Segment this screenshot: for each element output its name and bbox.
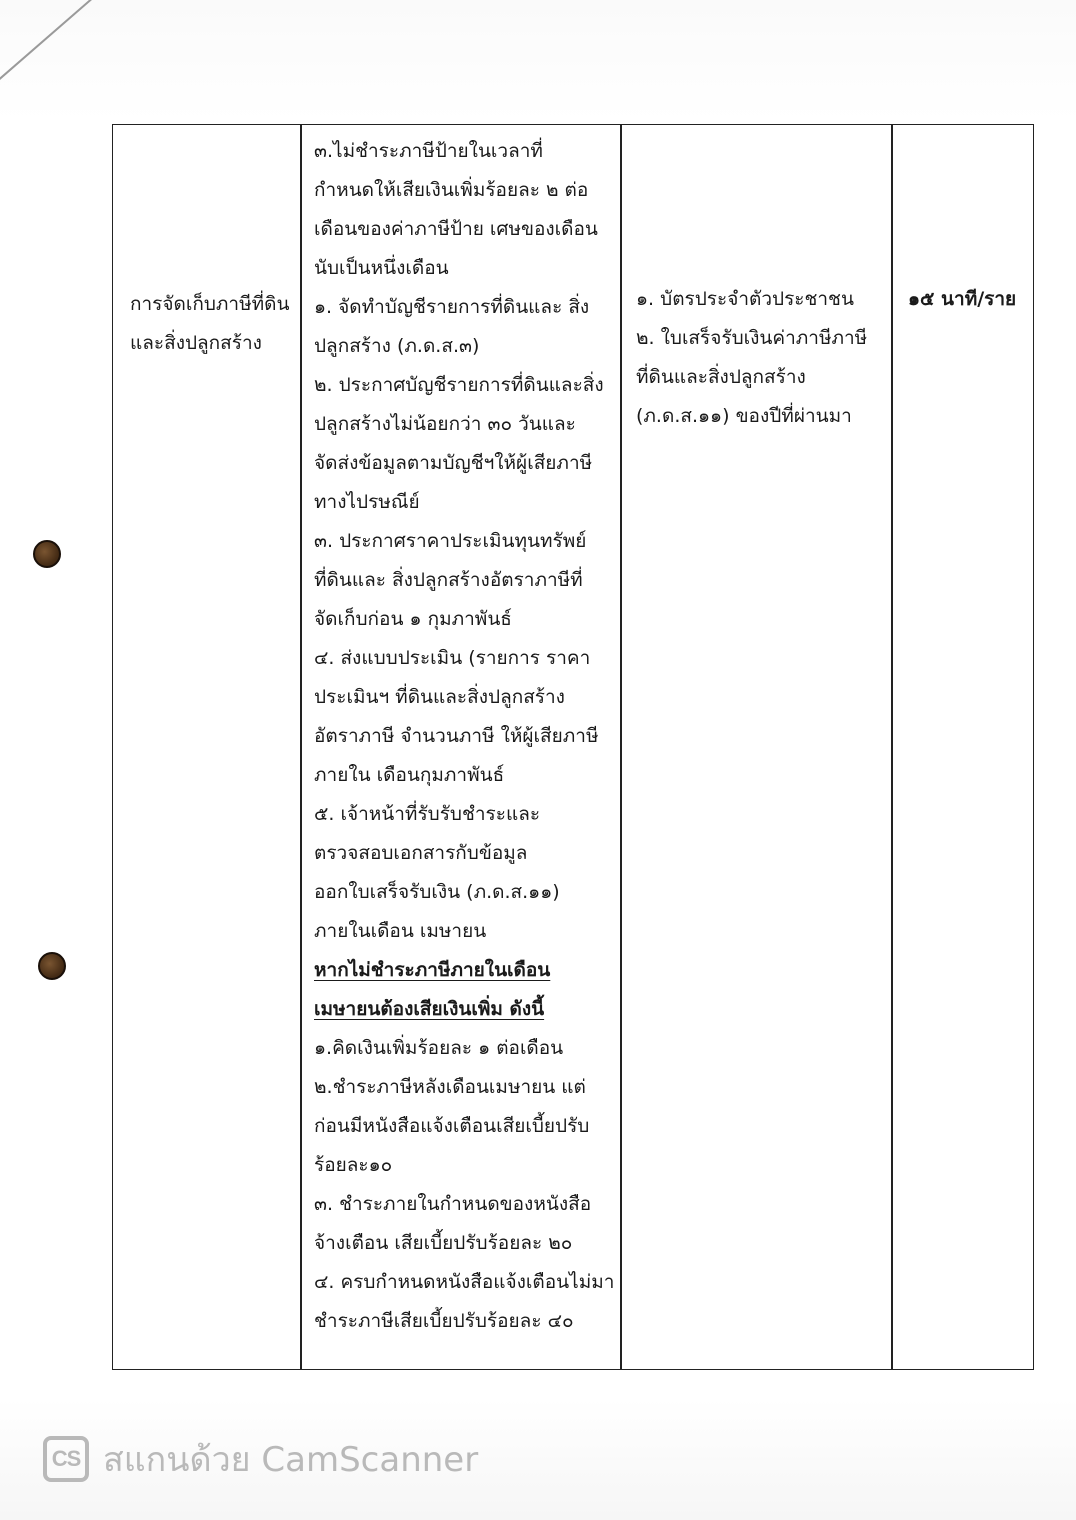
procedure-line: ๔. ส่งแบบประเมิน (รายการ ราคา (314, 647, 591, 669)
document-line: ๑. บัตรประจำตัวประชาชน (636, 288, 854, 310)
procedure-line: ภายใน เดือนกุมภาพันธ์ (314, 764, 505, 786)
processing-time: ๑๕ นาที/ราย (908, 288, 1017, 310)
procedure-line: ๔. ครบกำหนดหนังสือแจ้งเตือนไม่มา (314, 1271, 615, 1293)
procedure-line: จัดเก็บก่อน ๑ กุมภาพันธ์ (314, 608, 512, 630)
table-column-divider (620, 124, 622, 1370)
document-line: ที่ดินและสิ่งปลูกสร้าง (636, 366, 806, 388)
procedure-line: ทางไปรษณีย์ (314, 491, 420, 513)
camscanner-watermark (43, 1434, 478, 1484)
procedure-line: ออกใบเสร็จรับเงิน (ภ.ด.ส.๑๑) (314, 881, 560, 903)
document-line: (ภ.ด.ส.๑๑) ของปีที่ผ่านมา (636, 405, 852, 427)
watermark-text: สแกนด้วย CamScanner (103, 1440, 479, 1480)
procedure-line: ร้อยละ๑๐ (314, 1154, 393, 1176)
penalty-heading-line: เมษายนต้องเสียเงินเพิ่ม ดังนี้ (314, 998, 545, 1020)
punch-hole-top (33, 540, 61, 568)
penalty-heading-line: หากไม่ชำระภาษีภายในเดือน (314, 959, 551, 981)
procedure-line: ตรวจสอบเอกสารกับข้อมูล (314, 842, 528, 864)
procedure-line: จ้างเตือน เสียเบี้ยปรับร้อยละ ๒๐ (314, 1232, 573, 1254)
document-line: ๒. ใบเสร็จรับเงินค่าภาษีภาษี (636, 327, 868, 349)
procedure-line: ที่ดินและ สิ่งปลูกสร้างอัตราภาษีที่ (314, 569, 583, 591)
procedure-line: เดือนของค่าภาษีป้าย เศษของเดือน (314, 218, 598, 240)
procedure-line: ๓.ไม่ชำระภาษีป้ายในเวลาที่ (314, 140, 543, 162)
procedure-line: ภายในเดือน เมษายน (314, 920, 487, 942)
punch-hole-bottom (38, 952, 66, 980)
service-name-line: การจัดเก็บภาษีที่ดิน (130, 293, 290, 315)
procedure-line: ประเมินฯ ที่ดินและสิ่งปลูกสร้าง (314, 686, 565, 708)
procedure-line: ๑.คิดเงินเพิ่มร้อยละ ๑ ต่อเดือน (314, 1037, 564, 1059)
processing-time-cell (908, 280, 1016, 319)
procedure-line: ปลูกสร้างไม่น้อยกว่า ๓๐ วันและ (314, 413, 576, 435)
procedure-line: อัตราภาษี จำนวนภาษี ให้ผู้เสียภาษี (314, 725, 599, 747)
procedure-line: ๓. ชำระภายในกำหนดของหนังสือ (314, 1193, 592, 1215)
procedure-line: ชำระภาษีเสียเบี้ยปรับร้อยละ ๔๐ (314, 1310, 574, 1332)
procedure-line: ๑. จัดทำบัญชีรายการที่ดินและ สิ่ง (314, 296, 590, 318)
procedure-line: ๒. ประกาศบัญชีรายการที่ดินและสิ่ง (314, 374, 604, 396)
camscanner-logo-icon: CS (43, 1436, 89, 1482)
required-documents-cell (636, 280, 867, 436)
service-name-line: และสิ่งปลูกสร้าง (130, 332, 262, 354)
procedure-line: จัดส่งข้อมูลตามบัญชีฯให้ผู้เสียภาษี (314, 452, 593, 474)
procedure-line: นับเป็นหนึ่งเดือน (314, 257, 449, 279)
procedure-line: ๒.ชำระภาษีหลังเดือนเมษายน แต่ (314, 1076, 586, 1098)
procedure-line: ก่อนมีหนังสือแจ้งเตือนเสียเบี้ยปรับ (314, 1115, 590, 1137)
procedure-line: ๓. ประกาศราคาประเมินทุนทรัพย์ (314, 530, 587, 552)
table-column-divider (891, 124, 893, 1370)
procedure-line: ๕. เจ้าหน้าที่รับรับชำระและ (314, 803, 541, 825)
procedure-line: ปลูกสร้าง (ภ.ด.ส.๓) (314, 335, 480, 357)
procedure-line: กำหนดให้เสียเงินเพิ่มร้อยละ ๒ ต่อ (314, 179, 589, 201)
service-name-cell (130, 285, 289, 363)
procedure-steps-cell (314, 132, 614, 1341)
table-column-divider (300, 124, 302, 1370)
